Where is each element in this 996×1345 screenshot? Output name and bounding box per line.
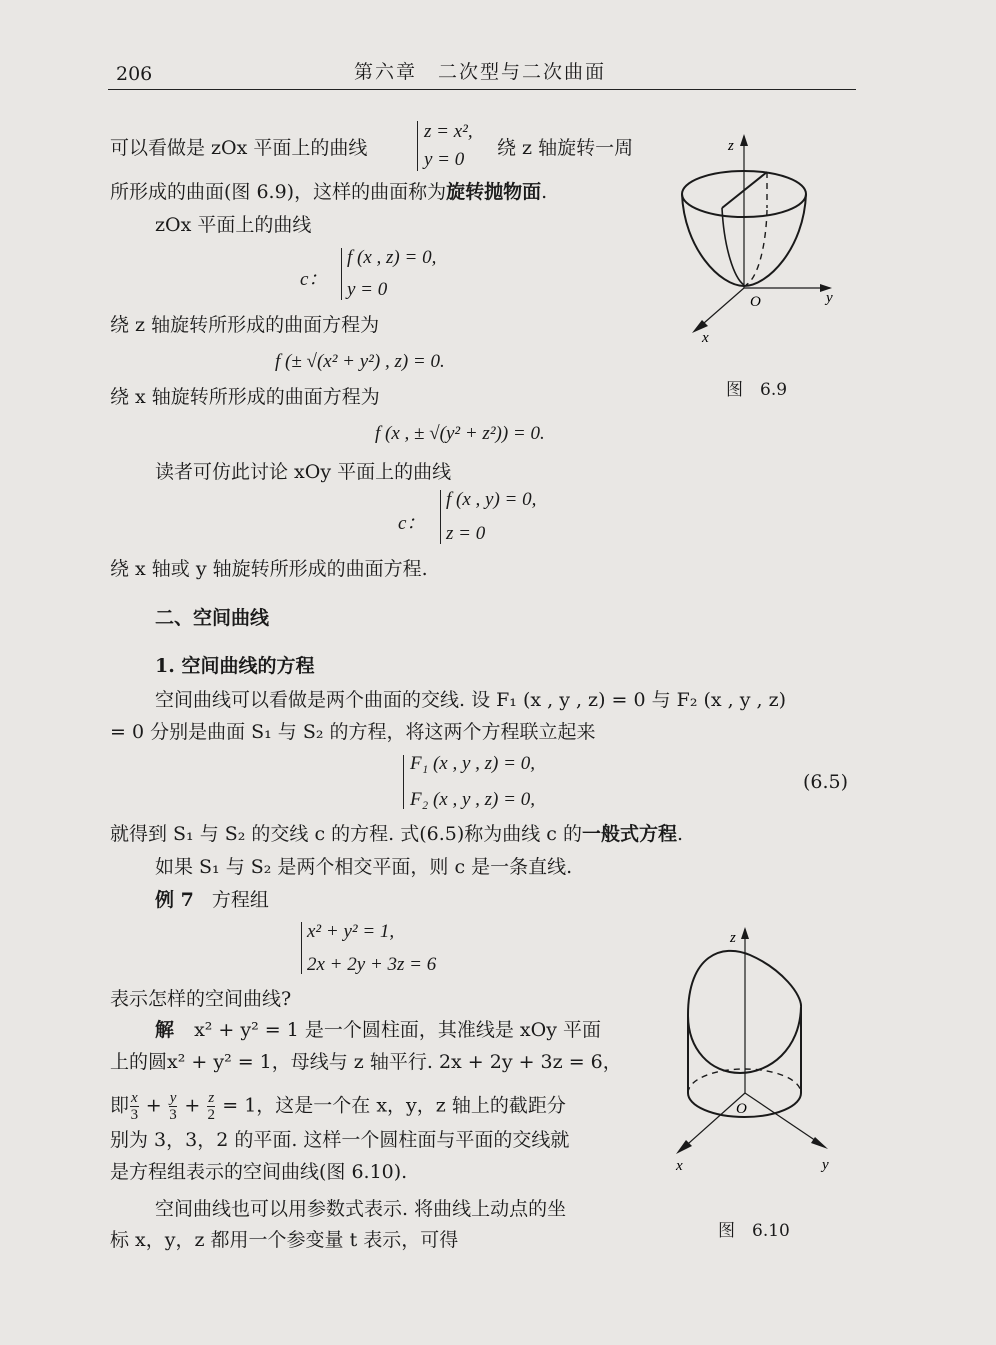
- fraction: $\frac{z}{2}$: [207, 1090, 216, 1123]
- subsection-heading: 1. 空间曲线的方程: [155, 655, 315, 677]
- para4-line3: 就得到 S₁ 与 S₂ 的交线 c 的方程. 式(6.5)称为曲线 c 的: [110, 823, 582, 845]
- axis-label: x: [702, 330, 709, 346]
- figure-caption: 图 6.10: [718, 1221, 790, 1241]
- equation: 2x + 2y + 3z = 6: [307, 954, 437, 975]
- chapter-title: 第六章 二次型与二次曲面: [354, 61, 607, 83]
- figure-6-9-paraboloid: [670, 128, 870, 348]
- example-label: 例 7: [155, 889, 194, 911]
- equation-number: (6.5): [803, 771, 849, 793]
- fraction: $\frac{x}{3}$: [130, 1090, 139, 1123]
- equation: y = 0: [347, 279, 388, 300]
- example-title: 方程组: [211, 889, 269, 911]
- para3-after: 绕 x 轴或 y 轴旋转所形成的曲面方程.: [110, 558, 428, 580]
- fraction: $\frac{y}{3}$: [169, 1090, 177, 1123]
- para1-after: 绕 z 轴旋转一周: [497, 137, 634, 159]
- para1-intro: 可以看做是 zOx 平面上的曲线: [110, 137, 368, 159]
- equation: f (x , z) = 0,: [347, 247, 437, 268]
- equation: y = 0: [424, 149, 465, 170]
- figure-6-10-cylinder: [670, 925, 870, 1180]
- para1-line2: 所形成的曲面(图 6.9)，这样的曲面称为: [110, 181, 447, 203]
- page-number: 206: [116, 63, 153, 85]
- brace: [301, 922, 302, 974]
- solution-line2: 上的圆x² + y² = 1，母线与 z 轴平行. 2x + 2y + 3z = 6，: [110, 1051, 622, 1073]
- term-general-equation: 一般式方程: [582, 823, 678, 845]
- equation: F₁ (x , y , z) = 0,: [410, 753, 535, 774]
- solution-line5: 是方程组表示的空间曲线(图 6.10).: [110, 1161, 408, 1183]
- para2-intro: zOx 平面上的曲线: [155, 214, 312, 236]
- curve-label: c：: [398, 513, 426, 534]
- section-heading: 二、空间曲线: [155, 607, 270, 629]
- origin-label: O: [736, 1101, 747, 1117]
- origin-label: O: [750, 294, 761, 310]
- axis-label: y: [826, 290, 833, 306]
- equation: z = x²,: [424, 121, 473, 142]
- equation: F₂ (x , y , z) = 0,: [410, 789, 535, 810]
- solution-label: 解: [155, 1019, 175, 1041]
- axis-label: x: [676, 1158, 683, 1174]
- para4-line4: 如果 S₁ 与 S₂ 是两个相交平面，则 c 是一条直线.: [155, 856, 573, 878]
- term-paraboloid: 旋转抛物面: [446, 181, 542, 203]
- equation: z = 0: [446, 523, 486, 544]
- equation: f (x , y) = 0,: [446, 489, 537, 510]
- solution-line6: 空间曲线也可以用参数式表示. 将曲线上动点的坐: [155, 1198, 567, 1220]
- punct: .: [677, 823, 684, 845]
- solution-line1: x² + y² = 1 是一个圆柱面，其准线是 xOy 平面: [194, 1019, 601, 1041]
- formula-x: f (x , ± √(y² + z²)) = 0.: [375, 423, 545, 444]
- brace: [403, 755, 404, 809]
- para4-line1: 空间曲线可以看做是两个曲面的交线. 设 F₁ (x , y , z) = 0 与 F₂ (x , y , z): [155, 689, 787, 711]
- brace: [440, 490, 441, 544]
- formula-z: f (± √(x² + y²) , z) = 0.: [275, 351, 445, 372]
- brace: [341, 248, 342, 300]
- axis-label: y: [822, 1157, 829, 1173]
- solution-line4: 别为 3，3，2 的平面. 这样一个圆柱面与平面的交线就: [110, 1129, 570, 1151]
- punct: .: [541, 181, 548, 203]
- axis-label: z: [728, 138, 734, 154]
- para2-rot-z: 绕 z 轴旋转所形成的曲面方程为: [110, 314, 380, 336]
- example-question: 表示怎样的空间曲线?: [110, 988, 292, 1010]
- para3-intro: 读者可仿此讨论 xOy 平面上的曲线: [155, 461, 452, 483]
- figure-caption: 图 6.9: [726, 380, 788, 400]
- para4-line2: = 0 分别是曲面 S₁ 与 S₂ 的方程，将这两个方程联立起来: [110, 721, 596, 743]
- header-rule: [108, 89, 856, 90]
- brace: [417, 121, 418, 171]
- solution-line3-post: = 1，这是一个在 x，y，z 轴上的截距分: [222, 1094, 566, 1117]
- curve-label: c：: [300, 269, 328, 290]
- equation: x² + y² = 1,: [307, 921, 395, 942]
- para2-rot-x: 绕 x 轴旋转所形成的曲面方程为: [110, 386, 380, 408]
- solution-line3-pre: 即: [110, 1094, 130, 1117]
- axis-label: z: [730, 930, 736, 946]
- solution-line7: 标 x，y，z 都用一个参变量 t 表示，可得: [110, 1229, 459, 1251]
